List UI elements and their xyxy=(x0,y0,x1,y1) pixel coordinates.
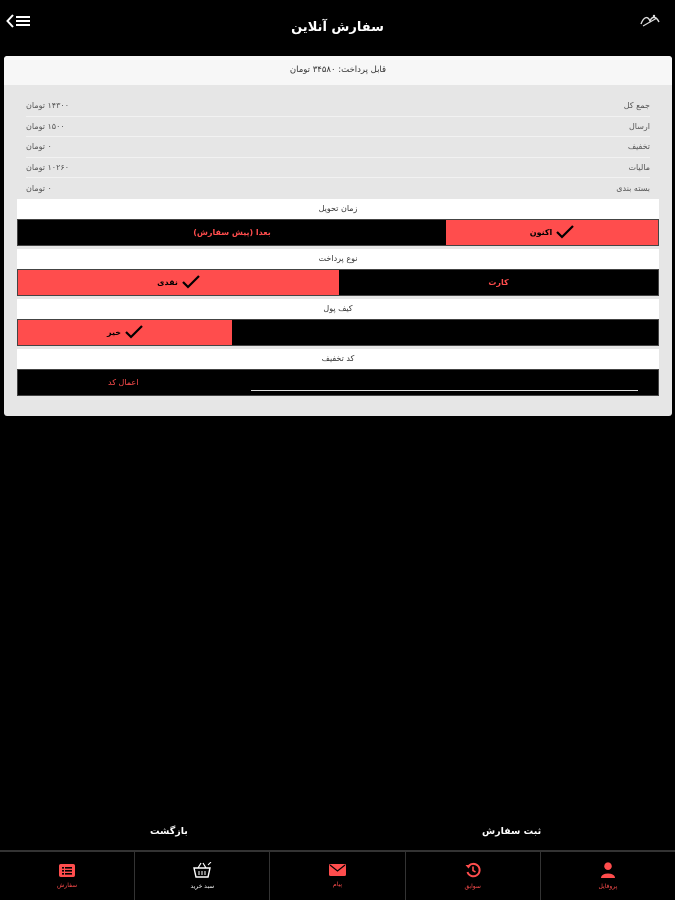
back-button[interactable]: بازگشت xyxy=(150,826,188,837)
checkmark-icon xyxy=(556,225,574,239)
discount-code-input[interactable] xyxy=(251,390,638,391)
tab-label: پروفایل xyxy=(598,883,618,890)
delivery-now-option[interactable] xyxy=(446,220,658,245)
summary-value: ۰ تومان xyxy=(26,183,52,193)
history-icon xyxy=(465,862,481,878)
delivery-time-options xyxy=(17,219,659,246)
delivery-later-option[interactable] xyxy=(18,220,446,245)
summary-row-total xyxy=(26,96,650,117)
summary-row-shipping xyxy=(26,117,650,138)
cart-icon xyxy=(192,862,212,878)
order-card xyxy=(4,56,672,416)
page-title: سفارش آنلاین xyxy=(291,20,384,35)
delivery-now-label: اکنون xyxy=(529,227,553,237)
summary-value: ۱۵۰۰ تومان xyxy=(26,121,65,131)
order-actions xyxy=(0,826,675,846)
discount-code-row xyxy=(17,369,659,396)
wallet-yes-option[interactable] xyxy=(232,320,658,345)
summary-label: مالیات xyxy=(628,162,650,172)
tab-label: سبد خرید xyxy=(190,883,215,890)
payment-card-option[interactable] xyxy=(339,270,658,295)
discount-code-label: کد تخفیف xyxy=(17,349,659,369)
user-icon xyxy=(601,862,615,878)
summary-label: بسته بندی xyxy=(616,183,650,193)
mail-icon xyxy=(329,864,346,876)
delivery-later-label: بعدا (پیش سفارش) xyxy=(193,227,271,237)
tab-messages[interactable] xyxy=(270,852,405,900)
submit-order-button[interactable]: ثبت سفارش xyxy=(482,826,542,837)
payment-cash-label: نقدی xyxy=(157,277,178,287)
tab-cart[interactable] xyxy=(135,852,270,900)
bottom-tab-bar xyxy=(0,850,675,900)
app-header xyxy=(0,0,675,55)
summary-label: تخفیف xyxy=(627,142,650,152)
list-icon xyxy=(59,864,75,877)
tab-label: پیام xyxy=(332,881,343,888)
tab-label: سفارش xyxy=(57,881,78,889)
checkmark-icon xyxy=(182,275,200,289)
summary-row-discount xyxy=(26,137,650,158)
order-summary xyxy=(4,85,672,199)
summary-label: ارسال xyxy=(628,121,650,131)
tab-label: سوابق xyxy=(464,883,481,890)
summary-value: ۰ تومان xyxy=(26,142,52,152)
payment-card-label: کارت xyxy=(488,277,509,287)
brand-logo-icon xyxy=(639,12,661,28)
payment-type-label: نوع پرداخت xyxy=(17,249,659,269)
wallet-no-label: خیر xyxy=(107,327,122,337)
payment-cash-option[interactable] xyxy=(18,270,339,295)
wallet-options xyxy=(17,319,659,346)
tab-profile[interactable] xyxy=(541,852,675,900)
summary-row-tax xyxy=(26,158,650,179)
wallet-no-option[interactable] xyxy=(18,320,232,345)
payable-amount: قابل پرداخت: ۳۴۵۸۰ تومان xyxy=(4,56,672,85)
tab-history[interactable] xyxy=(406,852,541,900)
checkmark-icon xyxy=(125,325,143,339)
tab-orders[interactable] xyxy=(0,852,135,900)
summary-value: ۱۰۲۶۰ تومان xyxy=(26,162,69,172)
wallet-label: کیف پول xyxy=(17,299,659,319)
summary-value: ۱۴۳۰۰ تومان xyxy=(26,101,69,111)
delivery-time-label: زمان تحویل xyxy=(17,199,659,219)
summary-row-packaging xyxy=(26,178,650,199)
apply-code-button[interactable]: اعمال کد xyxy=(108,377,139,387)
payment-type-options xyxy=(17,269,659,296)
summary-label: جمع کل xyxy=(623,101,650,111)
